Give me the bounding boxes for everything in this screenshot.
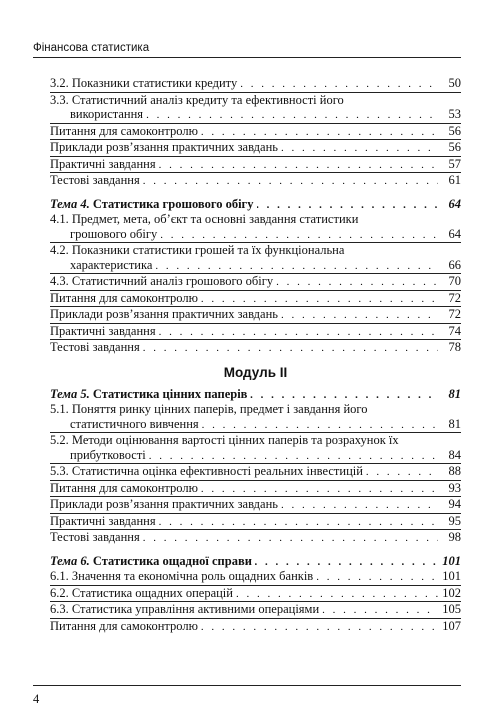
leader-dots <box>240 77 438 92</box>
theme-label: Тема 5. <box>50 386 90 401</box>
toc-entry <box>50 76 461 92</box>
leader-dots <box>276 275 438 290</box>
leader-dots <box>201 620 438 635</box>
page-number: 50 <box>448 76 461 90</box>
module-heading: Модуль ІІ <box>223 364 288 380</box>
page-number: 56 <box>448 140 461 154</box>
theme-title: Статистика грошового обігу <box>92 196 254 211</box>
toc-entry <box>50 156 461 173</box>
page-number: 72 <box>448 290 461 305</box>
leader-dots <box>316 570 438 585</box>
toc-entry <box>50 339 461 356</box>
toc-entry <box>50 92 461 123</box>
leader-dots <box>160 228 438 243</box>
toc-entry-text: 4.3. Статистичний аналіз грошового обігу <box>50 274 274 288</box>
toc-group-theme3 <box>50 76 461 189</box>
toc-entry <box>50 618 461 635</box>
toc-entry-text: Тестові завдання <box>50 340 140 354</box>
leader-dots <box>281 141 438 156</box>
leader-dots <box>257 198 439 213</box>
leader-dots <box>159 515 438 530</box>
toc-entry <box>50 323 461 340</box>
page-number: 105 <box>442 602 461 616</box>
theme-label: Тема 6. <box>50 553 90 568</box>
toc-entry <box>50 306 461 323</box>
toc-entry <box>50 290 461 307</box>
leader-dots <box>255 555 438 570</box>
page-number: 84 <box>448 447 461 462</box>
toc-entry-text: характеристика <box>70 257 153 272</box>
toc-entry-text: Тестові завдання <box>50 530 140 544</box>
page-footer <box>33 685 461 707</box>
toc-entry-text: 4.1. Предмет, мета, об’єкт та основні завдання статистики <box>50 212 359 226</box>
running-header <box>33 42 461 58</box>
page-number-footer: 4 <box>33 692 40 706</box>
toc-entry-text: 5.1. Поняття ринку цінних паперів, предмет і завдання його <box>50 402 368 416</box>
toc-theme-6 <box>50 554 461 570</box>
toc-entry-text: грошового обігу <box>70 226 158 241</box>
page-number: 57 <box>448 156 461 171</box>
toc-entry <box>50 513 461 530</box>
leader-dots <box>149 449 438 464</box>
toc-entry <box>50 529 461 546</box>
leader-dots <box>159 325 438 340</box>
toc-entry-text: 3.2. Показники статистики кредиту <box>50 76 238 90</box>
toc-entry <box>50 463 461 480</box>
toc-entry <box>50 585 461 602</box>
page-number: 66 <box>448 257 461 272</box>
leader-dots <box>322 603 438 618</box>
toc-entry <box>50 123 461 140</box>
toc-entry <box>50 432 461 463</box>
toc-entry-text: 5.2. Методи оцінювання вартості цінних паперів та розрахунок їх <box>50 433 399 447</box>
toc-entry-text: Тестові завдання <box>50 173 140 187</box>
page-number: 70 <box>448 274 461 288</box>
leader-dots <box>143 174 438 189</box>
toc-entry-text: Приклади розв’язання практичних завдань <box>50 140 278 154</box>
leader-dots <box>159 158 438 173</box>
theme-label: Тема 4. <box>50 196 90 211</box>
toc-entry <box>50 601 461 618</box>
toc-entry-text: використання <box>70 107 144 121</box>
theme-title: Статистика цінних паперів <box>92 386 248 401</box>
page-number: 107 <box>442 618 461 633</box>
page-number: 94 <box>448 497 461 511</box>
leader-dots <box>202 418 438 433</box>
toc-entry-text: 6.2. Статистика ощадних операцій <box>50 585 233 600</box>
toc-entry-text: прибутковості <box>70 447 146 462</box>
toc-entry-text: 5.3. Статистична оцінка ефективності реальних інвестицій <box>50 464 363 478</box>
toc-entry-text: 4.2. Показники статистики грошей та їх функціональна <box>50 243 345 257</box>
page-number: 64 <box>448 196 461 211</box>
toc-group-theme6 <box>50 569 461 634</box>
toc-entry <box>50 402 461 432</box>
toc-entry-text: Практичні завдання <box>50 156 156 171</box>
toc-entry-text: 3.3. Статистичний аналіз кредиту та ефективності його <box>50 92 344 107</box>
leader-dots <box>366 465 438 480</box>
leader-dots <box>281 308 438 323</box>
page-number: 64 <box>448 226 461 241</box>
page-number: 102 <box>442 585 461 600</box>
toc-entry <box>50 139 461 156</box>
toc-entry <box>50 569 461 585</box>
page-number: 98 <box>448 530 461 544</box>
toc-entry <box>50 212 461 242</box>
toc-entry <box>50 273 461 290</box>
toc-theme-5 <box>50 387 461 403</box>
toc-entry-text: Питання для самоконтролю <box>50 480 198 495</box>
toc-entry-text: Питання для самоконтролю <box>50 123 198 138</box>
leader-dots <box>201 482 438 497</box>
leader-dots <box>143 341 438 356</box>
toc-entry-text: Практичні завдання <box>50 323 156 338</box>
leader-dots <box>201 125 438 140</box>
toc-group-theme4 <box>50 212 461 356</box>
table-of-contents <box>50 76 461 634</box>
page-number: 78 <box>448 340 461 354</box>
leader-dots <box>143 531 438 546</box>
page-number: 101 <box>442 569 461 583</box>
toc-entry-text: статистичного вивчення <box>70 416 199 431</box>
toc-entry <box>50 496 461 513</box>
toc-entry-text: Питання для самоконтролю <box>50 618 198 633</box>
toc-theme-4 <box>50 197 461 213</box>
page-number: 72 <box>448 307 461 321</box>
leader-dots <box>146 108 438 123</box>
page-number: 101 <box>442 553 461 568</box>
running-header-title: Фінансова статистика <box>33 42 150 54</box>
leader-dots <box>250 388 438 403</box>
page-number: 88 <box>448 464 461 478</box>
toc-entry <box>50 172 461 189</box>
toc-entry-text: 6.3. Статистика управління активними операціями <box>50 602 320 616</box>
theme-title: Статистика ощадної справи <box>92 553 252 568</box>
page-number: 93 <box>448 480 461 495</box>
toc-entry-text: Приклади розв’язання практичних завдань <box>50 307 278 321</box>
leader-dots <box>236 587 438 602</box>
page-number: 81 <box>448 386 461 401</box>
toc-entry <box>50 242 461 273</box>
toc-group-theme5 <box>50 402 461 546</box>
page-number: 56 <box>448 123 461 138</box>
page-number: 95 <box>448 513 461 528</box>
page-number: 81 <box>448 416 461 431</box>
leader-dots <box>201 292 438 307</box>
page-number: 61 <box>448 173 461 187</box>
leader-dots <box>281 498 438 513</box>
page-number: 53 <box>448 107 461 121</box>
page-number: 74 <box>448 323 461 338</box>
toc-entry-text: Приклади розв’язання практичних завдань <box>50 497 278 511</box>
toc-entry <box>50 480 461 497</box>
toc-entry-text: Питання для самоконтролю <box>50 290 198 305</box>
toc-entry-text: Практичні завдання <box>50 513 156 528</box>
toc-entry-text: 6.1. Значення та економічна роль ощадних банків <box>50 569 314 583</box>
leader-dots <box>155 259 438 274</box>
